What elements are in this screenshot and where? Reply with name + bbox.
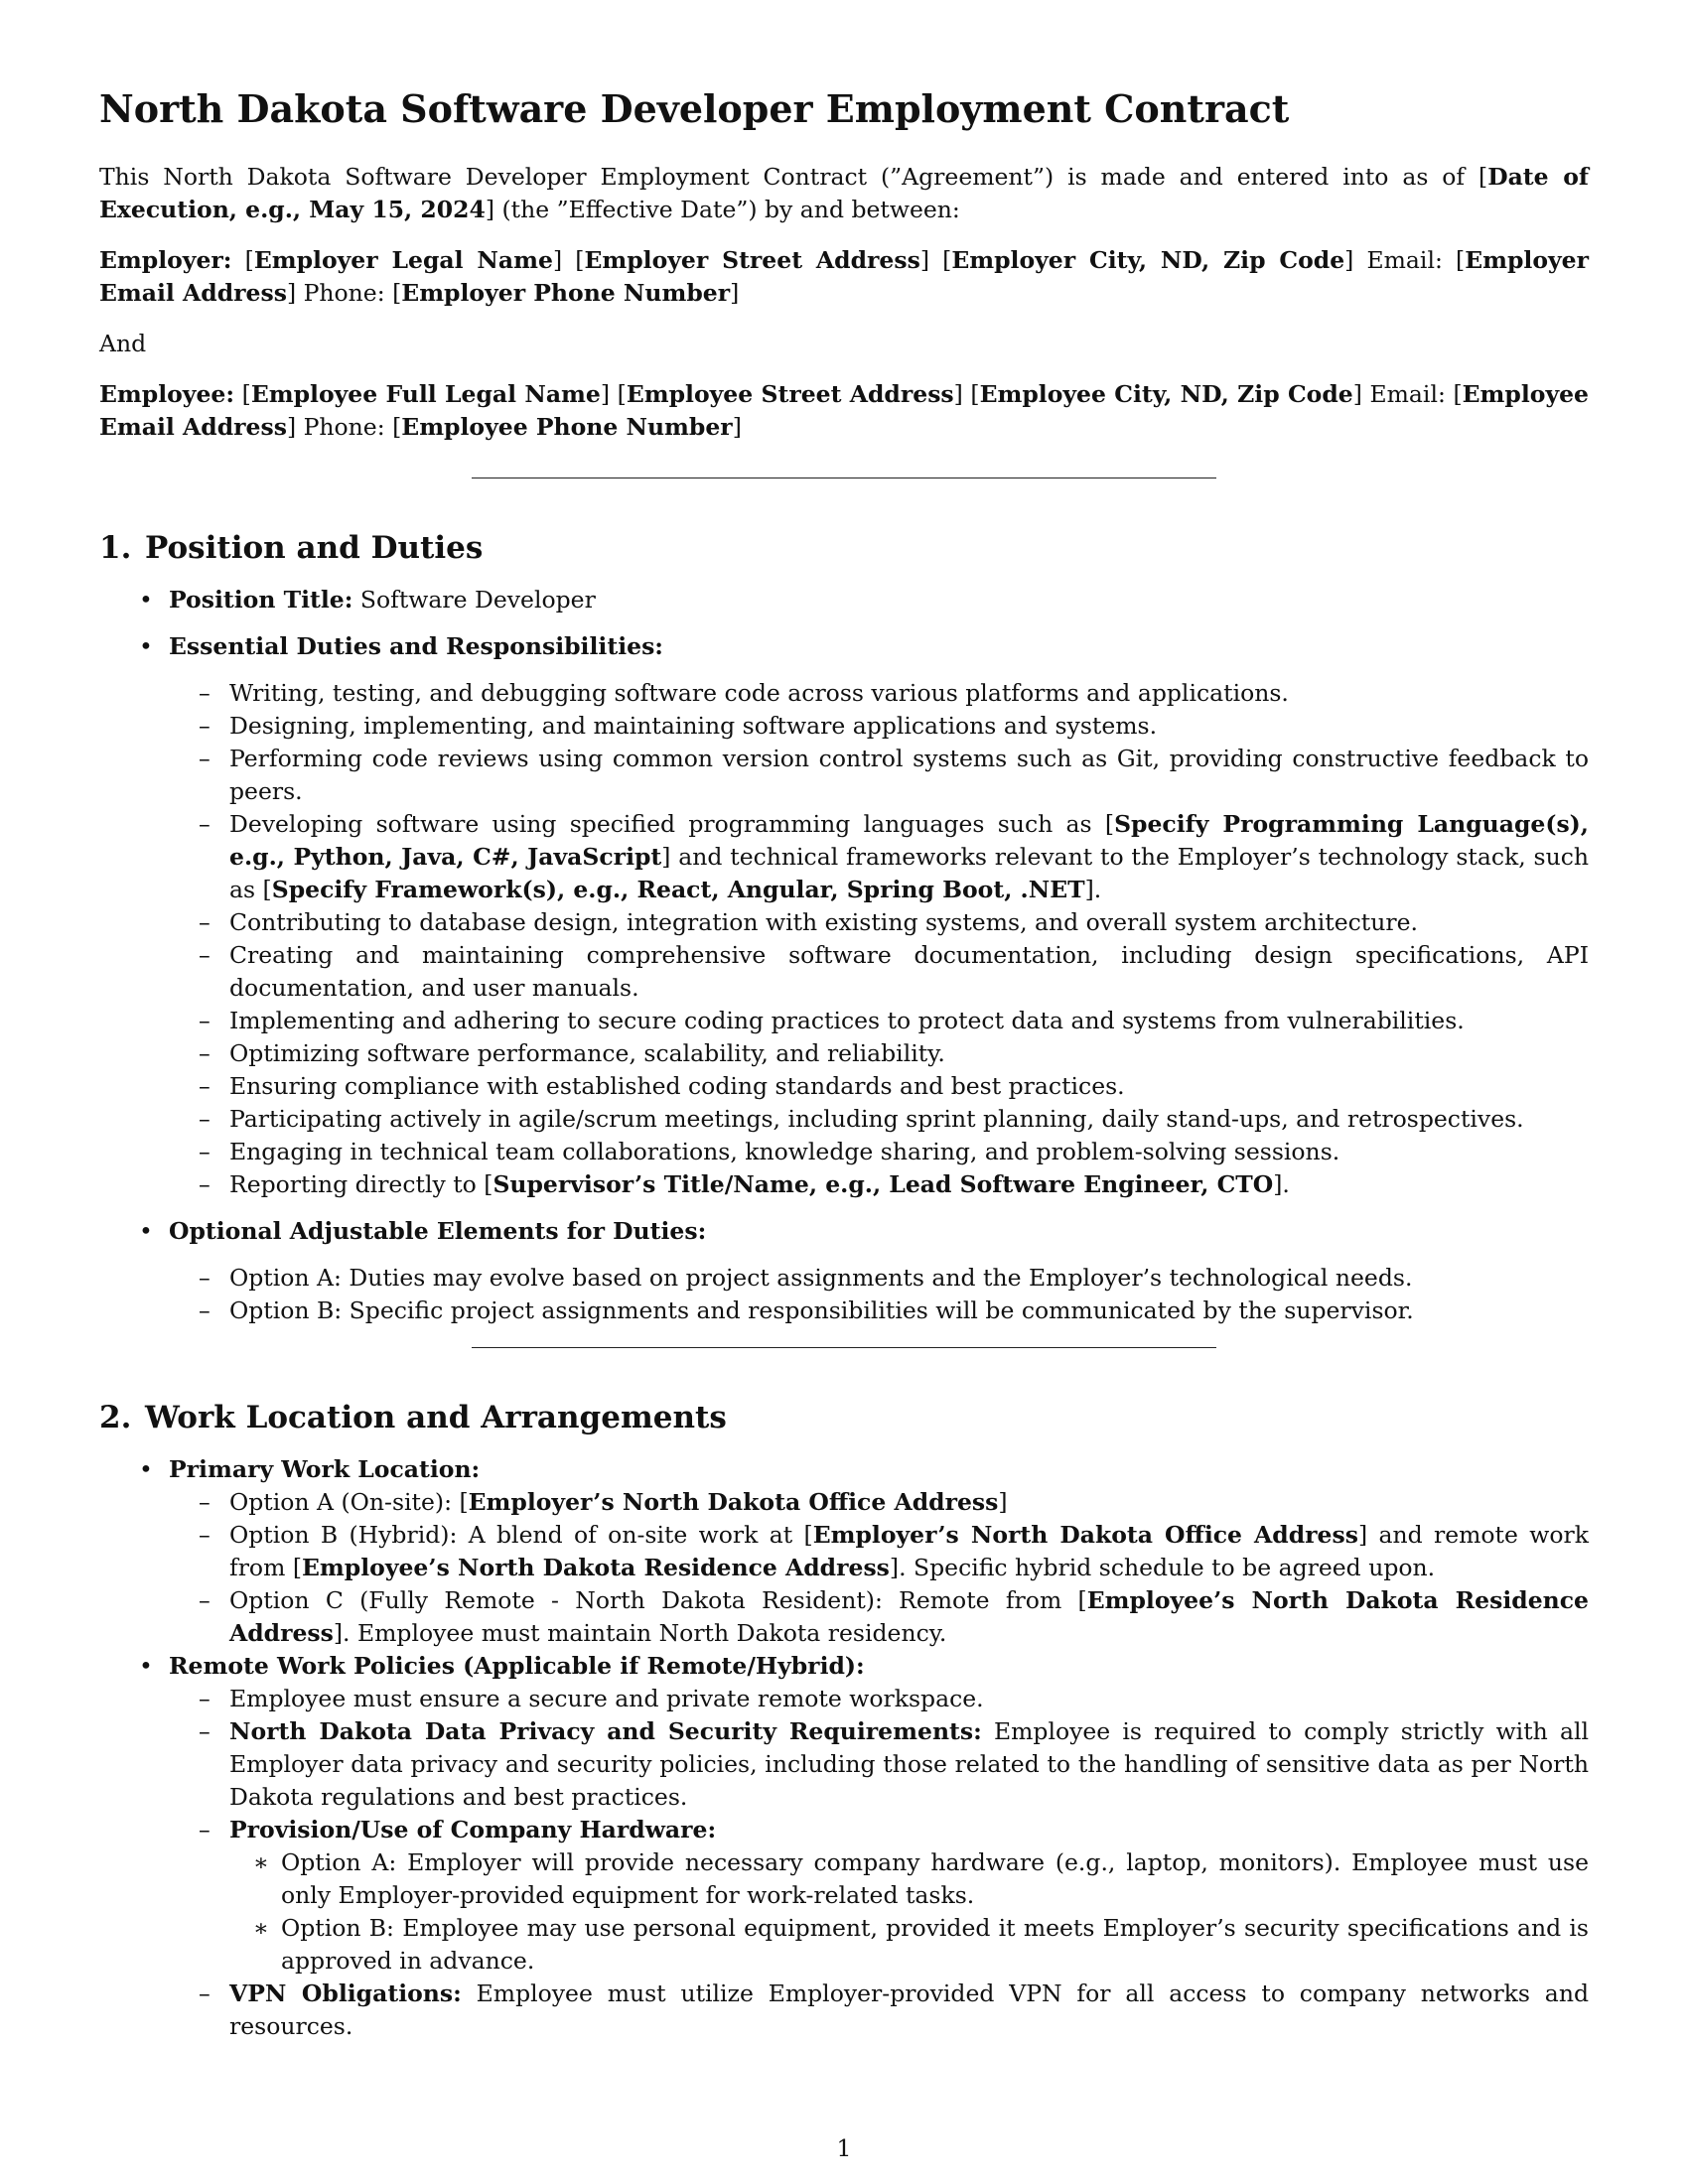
dash-icon: – (199, 678, 211, 707)
employer-name: Employer Legal Name (253, 245, 553, 274)
remote-policies-list (169, 1683, 1589, 2043)
dash-icon: – (199, 1006, 211, 1034)
punct: ] [ (919, 245, 952, 274)
position-label: Position Title: (169, 585, 353, 614)
employer-email: Employer Email Address (99, 245, 1590, 307)
bullet-icon: • (139, 1651, 153, 1680)
employee-name: Employee Full Legal Name (250, 379, 601, 408)
list-item (169, 1136, 1589, 1168)
policy-text: Employee must utilize Employer-provided VPN for all access to company networks and resources. (229, 1979, 1589, 2040)
list-item (169, 1584, 1589, 1650)
execution-date-placeholder: Date of Execution, e.g., May 15, 2024 (99, 162, 1589, 223)
section-title: Work Location and Arrangements (145, 1399, 727, 1435)
list-item (229, 1912, 1589, 1978)
list-item (229, 1846, 1589, 1912)
horizontal-rule (472, 1347, 1216, 1348)
employee-block (99, 378, 1589, 444)
hardware-options (229, 1846, 1589, 1978)
section-title: Position and Duties (145, 529, 484, 566)
list-item (169, 808, 1589, 906)
languages-placeholder: Specify Programming Language(s), e.g., Python, Java, C#, JavaScript (229, 809, 1589, 871)
list-item (169, 939, 1589, 1005)
page-number: 1 (836, 2134, 852, 2162)
duty-text: Participating actively in agile/scrum meetings, including sprint planning, daily stand-ups, and retrospectives. (229, 1104, 1524, 1133)
punct: ] (732, 412, 742, 441)
list-item (169, 1715, 1589, 1814)
option-text: Option A: Duties may evolve based on project assignments and the Employer’s technological needs. (229, 1263, 1413, 1292)
dash-icon: – (199, 1585, 211, 1614)
primary-location-label: Primary Work Location: (169, 1454, 481, 1483)
list-item (169, 1168, 1589, 1201)
list-item (169, 710, 1589, 743)
duty-text: Creating and maintaining comprehensive software documentation, including design specifications, API documentation, and user manuals. (229, 940, 1589, 1002)
dash-icon: – (199, 1137, 211, 1165)
duties-list (169, 677, 1589, 1201)
punct: ] Phone: [ (286, 278, 402, 307)
dash-icon: – (199, 711, 211, 740)
dash-icon: – (199, 744, 211, 772)
duty-text: Engaging in technical team collaborations, knowledge sharing, and problem-solving sessions. (229, 1137, 1340, 1165)
option-text: ]. Specific hybrid schedule to be agreed upon. (889, 1553, 1436, 1581)
residence-address-placeholder: Employee’s North Dakota Residence Address (302, 1553, 890, 1581)
optional-label: Optional Adjustable Elements for Duties: (169, 1216, 707, 1245)
punct: ] [ (552, 245, 585, 274)
list-item (169, 1978, 1589, 2043)
privacy-label: North Dakota Data Privacy and Security Requirements: (229, 1716, 982, 1745)
vpn-label: VPN Obligations: (229, 1979, 462, 2007)
bullet-icon: • (139, 631, 153, 660)
list-item (99, 584, 1589, 616)
duty-text: Performing code reviews using common version control systems such as Git, providing constructive feedback to peers. (229, 744, 1589, 805)
employer-block (99, 244, 1589, 310)
punct: ] [ (600, 379, 627, 408)
employer-city: Employer City, ND, Zip Code (951, 245, 1345, 274)
duty-text: Ensuring compliance with established coding standards and best practices. (229, 1071, 1125, 1100)
list-item (169, 1037, 1589, 1070)
duty-text: Developing software using specified programming languages such as [ (229, 809, 1115, 838)
employee-street: Employee Street Address (626, 379, 954, 408)
dash-icon: – (199, 1684, 211, 1712)
list-item (99, 630, 1589, 1201)
duty-text: Designing, implementing, and maintaining software applications and systems. (229, 711, 1158, 740)
and-text: And (99, 329, 147, 357)
hardware-label: Provision/Use of Company Hardware: (229, 1815, 717, 1843)
employer-street: Employer Street Address (584, 245, 920, 274)
option-text: Option A: Employer will provide necessary company hardware (e.g., laptop, monitors). Employee must use only Employer-provided equipment for work-related tasks. (281, 1847, 1589, 1909)
list-item (169, 743, 1589, 808)
duty-text: Writing, testing, and debugging software code across various platforms and applications. (229, 678, 1289, 707)
list-item (169, 906, 1589, 939)
employer-phone: Employer Phone Number (401, 278, 731, 307)
document-title: North Dakota Software Developer Employment Contract (99, 86, 1290, 131)
list-item (169, 1005, 1589, 1037)
section-number: 2. (99, 1399, 132, 1435)
dash-icon: – (199, 1296, 211, 1324)
list-item (169, 677, 1589, 710)
dash-icon: – (199, 1487, 211, 1516)
list-item (169, 1486, 1589, 1519)
employee-phone: Employee Phone Number (401, 412, 733, 441)
option-text: Option A (On-site): [ (229, 1487, 469, 1516)
dash-icon: – (199, 1815, 211, 1843)
frameworks-placeholder: Specify Framework(s), e.g., React, Angular, Spring Boot, .NET (271, 875, 1085, 903)
bullet-icon: • (139, 1216, 153, 1245)
list-item (169, 1295, 1589, 1327)
dash-icon: – (199, 1104, 211, 1133)
section-2-heading (99, 1398, 1589, 1437)
dash-icon: – (199, 1169, 211, 1198)
section-2-list (99, 1453, 1589, 2043)
dash-icon: – (199, 1263, 211, 1292)
list-item (169, 1683, 1589, 1715)
option-text: Option B: Specific project assignments and responsibilities will be communicated by the supervisor. (229, 1296, 1414, 1324)
option-text: Option C (Fully Remote - North Dakota Resident): Remote from [ (229, 1585, 1087, 1614)
duty-text: Reporting directly to [ (229, 1169, 493, 1198)
dash-icon: – (199, 1038, 211, 1067)
dash-icon: – (199, 1520, 211, 1549)
option-text: ]. Employee must maintain North Dakota residency. (333, 1618, 947, 1647)
optional-list (169, 1262, 1589, 1327)
list-item (169, 1103, 1589, 1136)
location-options (169, 1486, 1589, 1650)
list-item (169, 1814, 1589, 1978)
dash-icon: – (199, 1979, 211, 2007)
residence-address-placeholder: Employee’s North Dakota Residence Address (229, 1585, 1590, 1647)
duty-text: Optimizing software performance, scalability, and reliability. (229, 1038, 945, 1067)
punct: ] Phone: [ (286, 412, 402, 441)
bullet-icon: • (139, 585, 153, 614)
list-item (169, 1519, 1589, 1584)
list-item (99, 1215, 1589, 1327)
remote-policies-label: Remote Work Policies (Applicable if Remote/Hybrid): (169, 1651, 865, 1680)
employee-email: Employee Email Address (99, 379, 1590, 441)
dash-icon: – (199, 809, 211, 838)
office-address-placeholder: Employer’s North Dakota Office Address (468, 1487, 999, 1516)
policy-text: Employee must ensure a secure and private remote workspace. (229, 1684, 984, 1712)
duty-text: ] and technical frameworks relevant to the Employer’s technology stack, such as [ (229, 842, 1589, 903)
section-1-heading (99, 528, 1589, 568)
duty-text: Contributing to database design, integration with existing systems, and overall system architecture. (229, 907, 1418, 936)
punct: ]. (1084, 875, 1102, 903)
option-text: Option B: Employee may use personal equipment, provided it meets Employer’s security specifications and is approved in advance. (281, 1913, 1589, 1975)
dash-icon: – (199, 907, 211, 936)
punct: ]. (1273, 1169, 1290, 1198)
punct: [ (234, 379, 251, 408)
office-address-placeholder: Employer’s North Dakota Office Address (812, 1520, 1358, 1549)
punct: ] [ (953, 379, 980, 408)
section-number: 1. (99, 529, 132, 566)
punct: ] (730, 278, 740, 307)
intro-text-2: ] (the ”Effective Date”) by and between: (485, 195, 960, 223)
policy-text: Employee is required to comply strictly with all Employer data privacy and security policies, including those related to the handling of sensitive data as per North Dakota regulations and best practices. (229, 1716, 1589, 1811)
duties-label: Essential Duties and Responsibilities: (169, 631, 663, 660)
duty-text: Implementing and adhering to secure coding practices to protect data and systems from vulnerabilities. (229, 1006, 1465, 1034)
list-item (169, 1070, 1589, 1103)
punct: [ (231, 245, 254, 274)
punct: ] Email: [ (1352, 379, 1463, 408)
dash-icon: – (199, 1071, 211, 1100)
dash-icon: – (199, 940, 211, 969)
employer-label: Employer: (99, 245, 232, 274)
dash-icon: – (199, 1716, 211, 1745)
option-text: ] and remote work from [ (229, 1520, 1589, 1581)
asterisk-icon: ∗ (253, 1847, 269, 1876)
intro-paragraph (99, 161, 1589, 226)
employee-city: Employee City, ND, Zip Code (979, 379, 1353, 408)
asterisk-icon: ∗ (253, 1913, 269, 1942)
supervisor-placeholder: Supervisor’s Title/Name, e.g., Lead Software Engineer, CTO (492, 1169, 1274, 1198)
document-page (99, 85, 1589, 2043)
list-item (99, 1650, 1589, 2043)
punct: ] (998, 1487, 1008, 1516)
section-1-list (99, 584, 1589, 1327)
punct: ] Email: [ (1344, 245, 1466, 274)
option-text: Option B (Hybrid): A blend of on-site work at [ (229, 1520, 813, 1549)
position-value: Software Developer (352, 585, 596, 614)
employee-label: Employee: (99, 379, 235, 408)
intro-text-1: This North Dakota Software Developer Employment Contract (”Agreement”) is made and entered into as of [ (99, 162, 1488, 191)
list-item (169, 1262, 1589, 1295)
bullet-icon: • (139, 1454, 153, 1483)
list-item (99, 1453, 1589, 1650)
